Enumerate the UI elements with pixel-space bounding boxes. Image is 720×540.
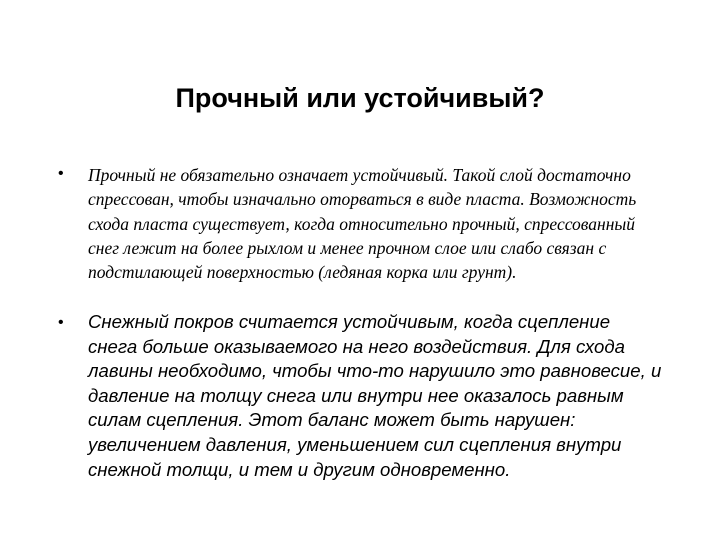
slide-title: Прочный или устойчивый? [175,83,545,113]
bullet-marker-icon: • [58,314,64,331]
bullet-text: Прочный не обязательно означает устойчивый. Такой слой достаточно спрессован, чтобы изначально оторваться в виде пласта. Возможность схода пласта существует, когда относительно прочный, спрессованный снег лежит на более рыхлом и менее прочном слое или слабо связан с подстилающей поверхностью (ледяная корка или грунт). [88,165,637,283]
bullet-marker-icon: • [58,165,64,182]
bullet-text: Снежный покров считается устойчивым, когда сцепление снега больше оказываемого на него воздействия. Для схода лавины необходимо, чтобы что-то нарушило это равновесие, и давление на толщу снега или внутри нее оказалось равным силам сцепления. Этот баланс может быть нарушен: увеличением давления, уменьшением сил сцепления внутри снежной толщи, и тем и другим одновременно. [88,311,662,480]
